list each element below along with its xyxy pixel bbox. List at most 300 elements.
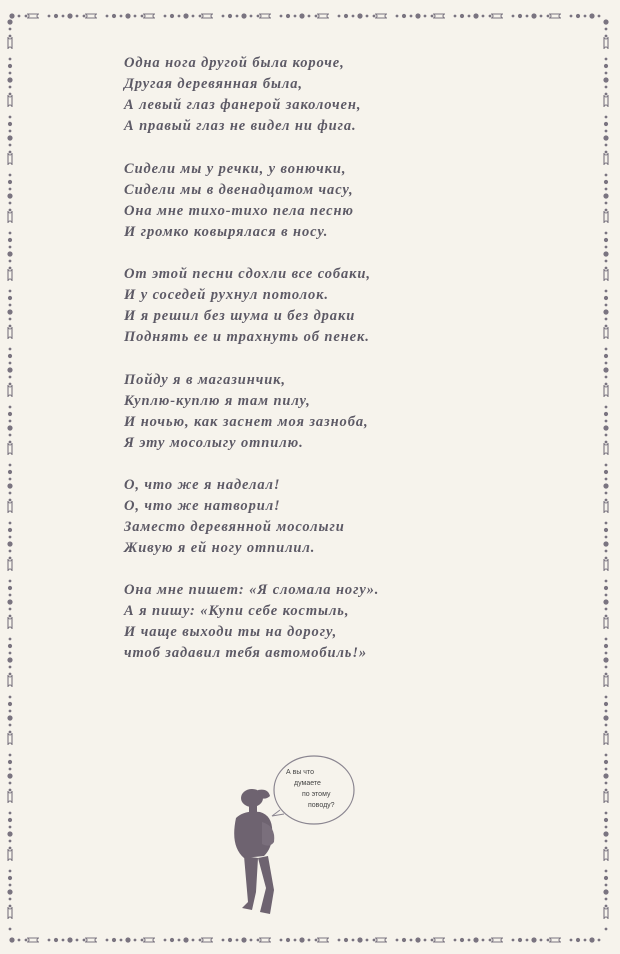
border-bead xyxy=(482,939,485,942)
border-bead xyxy=(604,760,608,764)
border-bead xyxy=(512,15,515,18)
border-bead xyxy=(512,939,515,942)
border-bead xyxy=(589,937,594,942)
border-bead xyxy=(605,130,608,133)
border-bead xyxy=(257,939,260,942)
border-bone xyxy=(604,617,608,629)
border-bead xyxy=(9,478,12,481)
border-bead xyxy=(605,550,608,553)
border-bead xyxy=(7,483,12,488)
poem-line: Другая деревянная была, xyxy=(124,76,303,92)
border-bone xyxy=(604,907,608,919)
border-bead xyxy=(603,541,608,546)
border-bead xyxy=(192,939,195,942)
border-bead xyxy=(489,939,492,942)
border-bead xyxy=(222,15,225,18)
border-bead xyxy=(605,434,608,437)
border-bead xyxy=(402,938,406,942)
border-bead xyxy=(454,939,457,942)
border-bead xyxy=(352,939,355,942)
border-bead xyxy=(9,870,12,873)
border-bead xyxy=(8,354,12,358)
border-bead xyxy=(9,673,12,676)
border-bead xyxy=(605,638,608,641)
border-bead xyxy=(603,889,608,894)
border-bead xyxy=(25,939,28,942)
border-bead xyxy=(605,884,608,887)
border-bead xyxy=(344,938,348,942)
border-bone xyxy=(27,938,39,942)
border-bone xyxy=(8,849,12,861)
border-bead xyxy=(604,354,608,358)
border-bead xyxy=(54,14,58,18)
border-bead xyxy=(410,15,413,18)
border-bead xyxy=(468,15,471,18)
stanza-6 xyxy=(124,580,379,664)
border-bead xyxy=(605,267,608,270)
poem-line: И чаще выходи ты на дорогу, xyxy=(124,624,338,640)
border-bead xyxy=(170,938,174,942)
border-bead xyxy=(473,13,478,18)
border-bead xyxy=(603,77,608,82)
border-bead xyxy=(605,615,608,618)
poem-line: О, что же натворил! xyxy=(124,498,281,514)
border-bead xyxy=(9,151,12,154)
border-bead xyxy=(410,939,413,942)
border-bead xyxy=(8,702,12,706)
border-bone xyxy=(8,733,12,745)
border-bead xyxy=(352,15,355,18)
border-bead xyxy=(9,58,12,61)
border-bead xyxy=(584,939,587,942)
border-bead xyxy=(605,754,608,757)
border-bone xyxy=(201,14,213,18)
border-bead xyxy=(424,15,427,18)
border-bead xyxy=(604,644,608,648)
border-bead xyxy=(228,14,232,18)
border-bead xyxy=(8,470,12,474)
border-bead xyxy=(7,425,12,430)
border-bone xyxy=(8,385,12,397)
border-bead xyxy=(170,14,174,18)
stanza-5 xyxy=(124,475,345,559)
border-bead xyxy=(280,15,283,18)
speech-bubble-line: поводу? xyxy=(308,802,335,809)
border-bead xyxy=(357,13,362,18)
border-bead xyxy=(9,209,12,212)
border-bead xyxy=(460,938,464,942)
border-bead xyxy=(605,93,608,96)
border-bone xyxy=(27,14,39,18)
border-bead xyxy=(7,77,12,82)
border-bead xyxy=(605,522,608,525)
border-bead xyxy=(9,608,12,611)
border-bone xyxy=(8,37,12,49)
border-bead xyxy=(241,13,246,18)
border-bead xyxy=(9,383,12,386)
border-bead xyxy=(141,15,144,18)
border-bone xyxy=(8,211,12,223)
border-bead xyxy=(605,847,608,850)
border-bone xyxy=(604,791,608,803)
border-bead xyxy=(62,15,65,18)
border-bead xyxy=(67,13,72,18)
poem-line: Сидели мы у речки, у вонючки, xyxy=(124,161,347,177)
border-bead xyxy=(7,251,12,256)
border-bead xyxy=(8,876,12,880)
border-bone xyxy=(604,849,608,861)
border-bone xyxy=(549,938,561,942)
border-bead xyxy=(9,615,12,618)
border-bead xyxy=(518,14,522,18)
border-bead xyxy=(605,789,608,792)
border-bead xyxy=(141,939,144,942)
border-bead xyxy=(603,483,608,488)
border-bead xyxy=(604,238,608,242)
border-bead xyxy=(7,657,12,662)
border-bead xyxy=(605,870,608,873)
border-bead xyxy=(605,840,608,843)
border-bead xyxy=(9,898,12,901)
border-bead xyxy=(605,898,608,901)
border-bead xyxy=(9,536,12,539)
border-bone xyxy=(604,327,608,339)
border-bead xyxy=(526,15,529,18)
poem-line: И ночью, как заснет моя зазноба, xyxy=(124,414,369,430)
border-bead xyxy=(8,64,12,68)
border-bone xyxy=(604,443,608,455)
border-bead xyxy=(589,13,594,18)
border-bone xyxy=(8,443,12,455)
border-bead xyxy=(315,939,318,942)
border-bead xyxy=(605,608,608,611)
border-bead xyxy=(605,492,608,495)
border-bead xyxy=(605,478,608,481)
border-bead xyxy=(222,939,225,942)
border-bone xyxy=(549,14,561,18)
poem-line: Она мне тихо-тихо пела песню xyxy=(124,203,354,219)
border-bead xyxy=(540,15,543,18)
poem-line: Я эту мосолыгу отпилю. xyxy=(124,435,304,451)
border-bone xyxy=(604,501,608,513)
border-bead xyxy=(199,939,202,942)
border-bead xyxy=(8,296,12,300)
border-bead xyxy=(9,499,12,502)
border-bead xyxy=(531,13,536,18)
border-bead xyxy=(183,13,188,18)
border-bone xyxy=(8,95,12,107)
poem-line: И я решил без шума и без драки xyxy=(124,308,356,324)
border-bead xyxy=(604,818,608,822)
border-bead xyxy=(9,731,12,734)
border-bead xyxy=(308,15,311,18)
border-bead xyxy=(454,15,457,18)
border-bead xyxy=(9,35,12,38)
speech-bubble-line: по этому xyxy=(302,791,331,798)
poem-line: Одна нога другой была короче, xyxy=(124,55,345,71)
border-bead xyxy=(604,180,608,184)
border-bead xyxy=(106,15,109,18)
border-bone xyxy=(491,14,503,18)
border-bead xyxy=(280,939,283,942)
border-bead xyxy=(134,15,137,18)
border-bone xyxy=(604,733,608,745)
border-bone xyxy=(604,269,608,281)
border-bone xyxy=(8,791,12,803)
border-bead xyxy=(584,15,587,18)
border-bead xyxy=(83,15,86,18)
border-bead xyxy=(603,773,608,778)
border-bead xyxy=(8,818,12,822)
border-bead xyxy=(294,939,297,942)
border-bead xyxy=(9,522,12,525)
border-bead xyxy=(199,15,202,18)
border-bone xyxy=(8,269,12,281)
poem-line: Сидели мы в двенадцатом часу, xyxy=(124,182,354,198)
border-bead xyxy=(286,14,290,18)
border-bead xyxy=(396,939,399,942)
border-bead xyxy=(482,15,485,18)
border-bone xyxy=(259,14,271,18)
border-bead xyxy=(366,939,369,942)
border-bead xyxy=(134,939,137,942)
border-bead xyxy=(9,724,12,727)
border-bead xyxy=(603,831,608,836)
border-bead xyxy=(605,246,608,249)
border-bead xyxy=(9,260,12,263)
border-bead xyxy=(603,193,608,198)
border-bead xyxy=(25,15,28,18)
border-bead xyxy=(9,325,12,328)
border-bead xyxy=(106,939,109,942)
border-bead xyxy=(9,290,12,293)
border-bead xyxy=(605,362,608,365)
border-bead xyxy=(9,789,12,792)
border-bead xyxy=(605,290,608,293)
border-bead xyxy=(605,652,608,655)
border-bead xyxy=(605,304,608,307)
speech-bubble xyxy=(274,756,354,824)
border-bead xyxy=(460,14,464,18)
border-bead xyxy=(605,406,608,409)
border-bead xyxy=(547,939,550,942)
border-bead xyxy=(9,557,12,560)
border-bead xyxy=(67,937,72,942)
border-bead xyxy=(605,826,608,829)
border-bead xyxy=(9,652,12,655)
border-bead xyxy=(424,939,427,942)
border-bead xyxy=(241,937,246,942)
border-bead xyxy=(9,116,12,119)
border-bead xyxy=(299,937,304,942)
border-bead xyxy=(9,144,12,147)
border-bead xyxy=(518,938,522,942)
border-bead xyxy=(605,666,608,669)
border-bead xyxy=(489,15,492,18)
border-bead xyxy=(9,86,12,89)
border-bead xyxy=(526,939,529,942)
border-bead xyxy=(357,937,362,942)
border-bead xyxy=(605,151,608,154)
border-bead xyxy=(54,938,58,942)
border-bead xyxy=(286,938,290,942)
border-bead xyxy=(228,938,232,942)
border-bead xyxy=(7,773,12,778)
border-bead xyxy=(605,731,608,734)
border-bone xyxy=(604,153,608,165)
border-bead xyxy=(9,884,12,887)
border-bone xyxy=(433,14,445,18)
cartoon-figure xyxy=(234,789,274,914)
poem-line: И у соседей рухнул потолок. xyxy=(124,287,329,303)
border-bead xyxy=(9,840,12,843)
border-bead xyxy=(9,13,14,18)
border-bead xyxy=(9,93,12,96)
border-bead xyxy=(396,15,399,18)
border-bead xyxy=(250,15,253,18)
border-bead xyxy=(605,464,608,467)
border-bone xyxy=(8,907,12,919)
border-bead xyxy=(605,696,608,699)
border-bead xyxy=(338,15,341,18)
border-bead xyxy=(603,135,608,140)
border-bead xyxy=(9,594,12,597)
border-bead xyxy=(598,939,601,942)
border-bead xyxy=(9,580,12,583)
border-bead xyxy=(8,528,12,532)
border-bead xyxy=(120,939,123,942)
border-bead xyxy=(604,296,608,300)
border-bead xyxy=(9,812,12,815)
border-bead xyxy=(120,15,123,18)
border-bead xyxy=(605,536,608,539)
border-bead xyxy=(605,260,608,263)
border-bead xyxy=(9,441,12,444)
border-bead xyxy=(9,905,12,908)
border-bead xyxy=(257,15,260,18)
poem-line: А левый глаз фанерой заколочен, xyxy=(124,97,362,113)
border-bead xyxy=(76,939,79,942)
border-bead xyxy=(7,541,12,546)
border-bead xyxy=(9,202,12,205)
stanza-2 xyxy=(124,159,354,243)
border-bead xyxy=(605,673,608,676)
border-bead xyxy=(605,580,608,583)
border-bead xyxy=(9,28,12,31)
poem-line: Живую я ей ногу отпилил. xyxy=(124,540,316,556)
border-bead xyxy=(605,86,608,89)
border-bead xyxy=(473,937,478,942)
border-bead xyxy=(294,15,297,18)
border-bone xyxy=(604,37,608,49)
border-bone xyxy=(8,675,12,687)
border-bead xyxy=(8,586,12,590)
border-bead xyxy=(344,14,348,18)
stanza-4 xyxy=(124,370,369,454)
border-bead xyxy=(605,144,608,147)
border-bone xyxy=(375,14,387,18)
border-bead xyxy=(315,15,318,18)
border-bead xyxy=(9,318,12,321)
border-bead xyxy=(18,939,21,942)
border-bead xyxy=(604,528,608,532)
border-bead xyxy=(605,232,608,235)
border-bead xyxy=(112,14,116,18)
border-bead xyxy=(9,550,12,553)
border-bead xyxy=(7,889,12,894)
border-bone xyxy=(604,95,608,107)
border-bead xyxy=(540,939,543,942)
border-bone xyxy=(433,938,445,942)
poem-line: Пойду я в магазинчик, xyxy=(124,372,286,388)
border-bead xyxy=(431,15,434,18)
border-bead xyxy=(604,470,608,474)
border-bead xyxy=(9,937,14,942)
border-bead xyxy=(603,599,608,604)
border-bead xyxy=(125,13,130,18)
border-bead xyxy=(603,657,608,662)
border-bead xyxy=(604,412,608,416)
speech-bubble-line: А вы что xyxy=(286,769,314,776)
border-bone xyxy=(85,14,97,18)
border-bone xyxy=(143,938,155,942)
border-bead xyxy=(338,939,341,942)
border-bead xyxy=(605,72,608,75)
border-bead xyxy=(9,768,12,771)
poem-line: А правый глаз не видел ни фига. xyxy=(124,118,357,134)
border-bead xyxy=(415,937,420,942)
stanza-3 xyxy=(124,264,371,348)
border-bead xyxy=(8,180,12,184)
border-bead xyxy=(9,492,12,495)
border-bead xyxy=(605,557,608,560)
border-bead xyxy=(373,939,376,942)
border-bead xyxy=(8,412,12,416)
border-bead xyxy=(531,937,536,942)
poem-line: Она мне пишет: «Я сломала ногу». xyxy=(124,582,380,598)
border-bead xyxy=(8,644,12,648)
border-bead xyxy=(605,710,608,713)
border-bone xyxy=(491,938,503,942)
border-bone xyxy=(604,675,608,687)
border-bone xyxy=(8,153,12,165)
border-bead xyxy=(7,309,12,314)
border-bead xyxy=(7,715,12,720)
border-bone xyxy=(604,211,608,223)
border-bead xyxy=(9,362,12,365)
border-bead xyxy=(7,19,12,24)
border-bead xyxy=(605,58,608,61)
border-bead xyxy=(605,905,608,908)
border-bone xyxy=(143,14,155,18)
poem-line: Заместо деревянной мосолыги xyxy=(124,519,345,535)
border-bone xyxy=(317,14,329,18)
border-bead xyxy=(570,15,573,18)
border-bead xyxy=(605,188,608,191)
border-bead xyxy=(9,826,12,829)
border-bead xyxy=(48,939,51,942)
border-bead xyxy=(605,116,608,119)
border-bead xyxy=(9,928,12,931)
border-bead xyxy=(604,876,608,880)
border-bead xyxy=(7,599,12,604)
border-bone xyxy=(604,559,608,571)
border-bead xyxy=(605,318,608,321)
border-bead xyxy=(250,939,253,942)
border-bead xyxy=(605,383,608,386)
border-bone xyxy=(8,327,12,339)
border-bead xyxy=(8,760,12,764)
